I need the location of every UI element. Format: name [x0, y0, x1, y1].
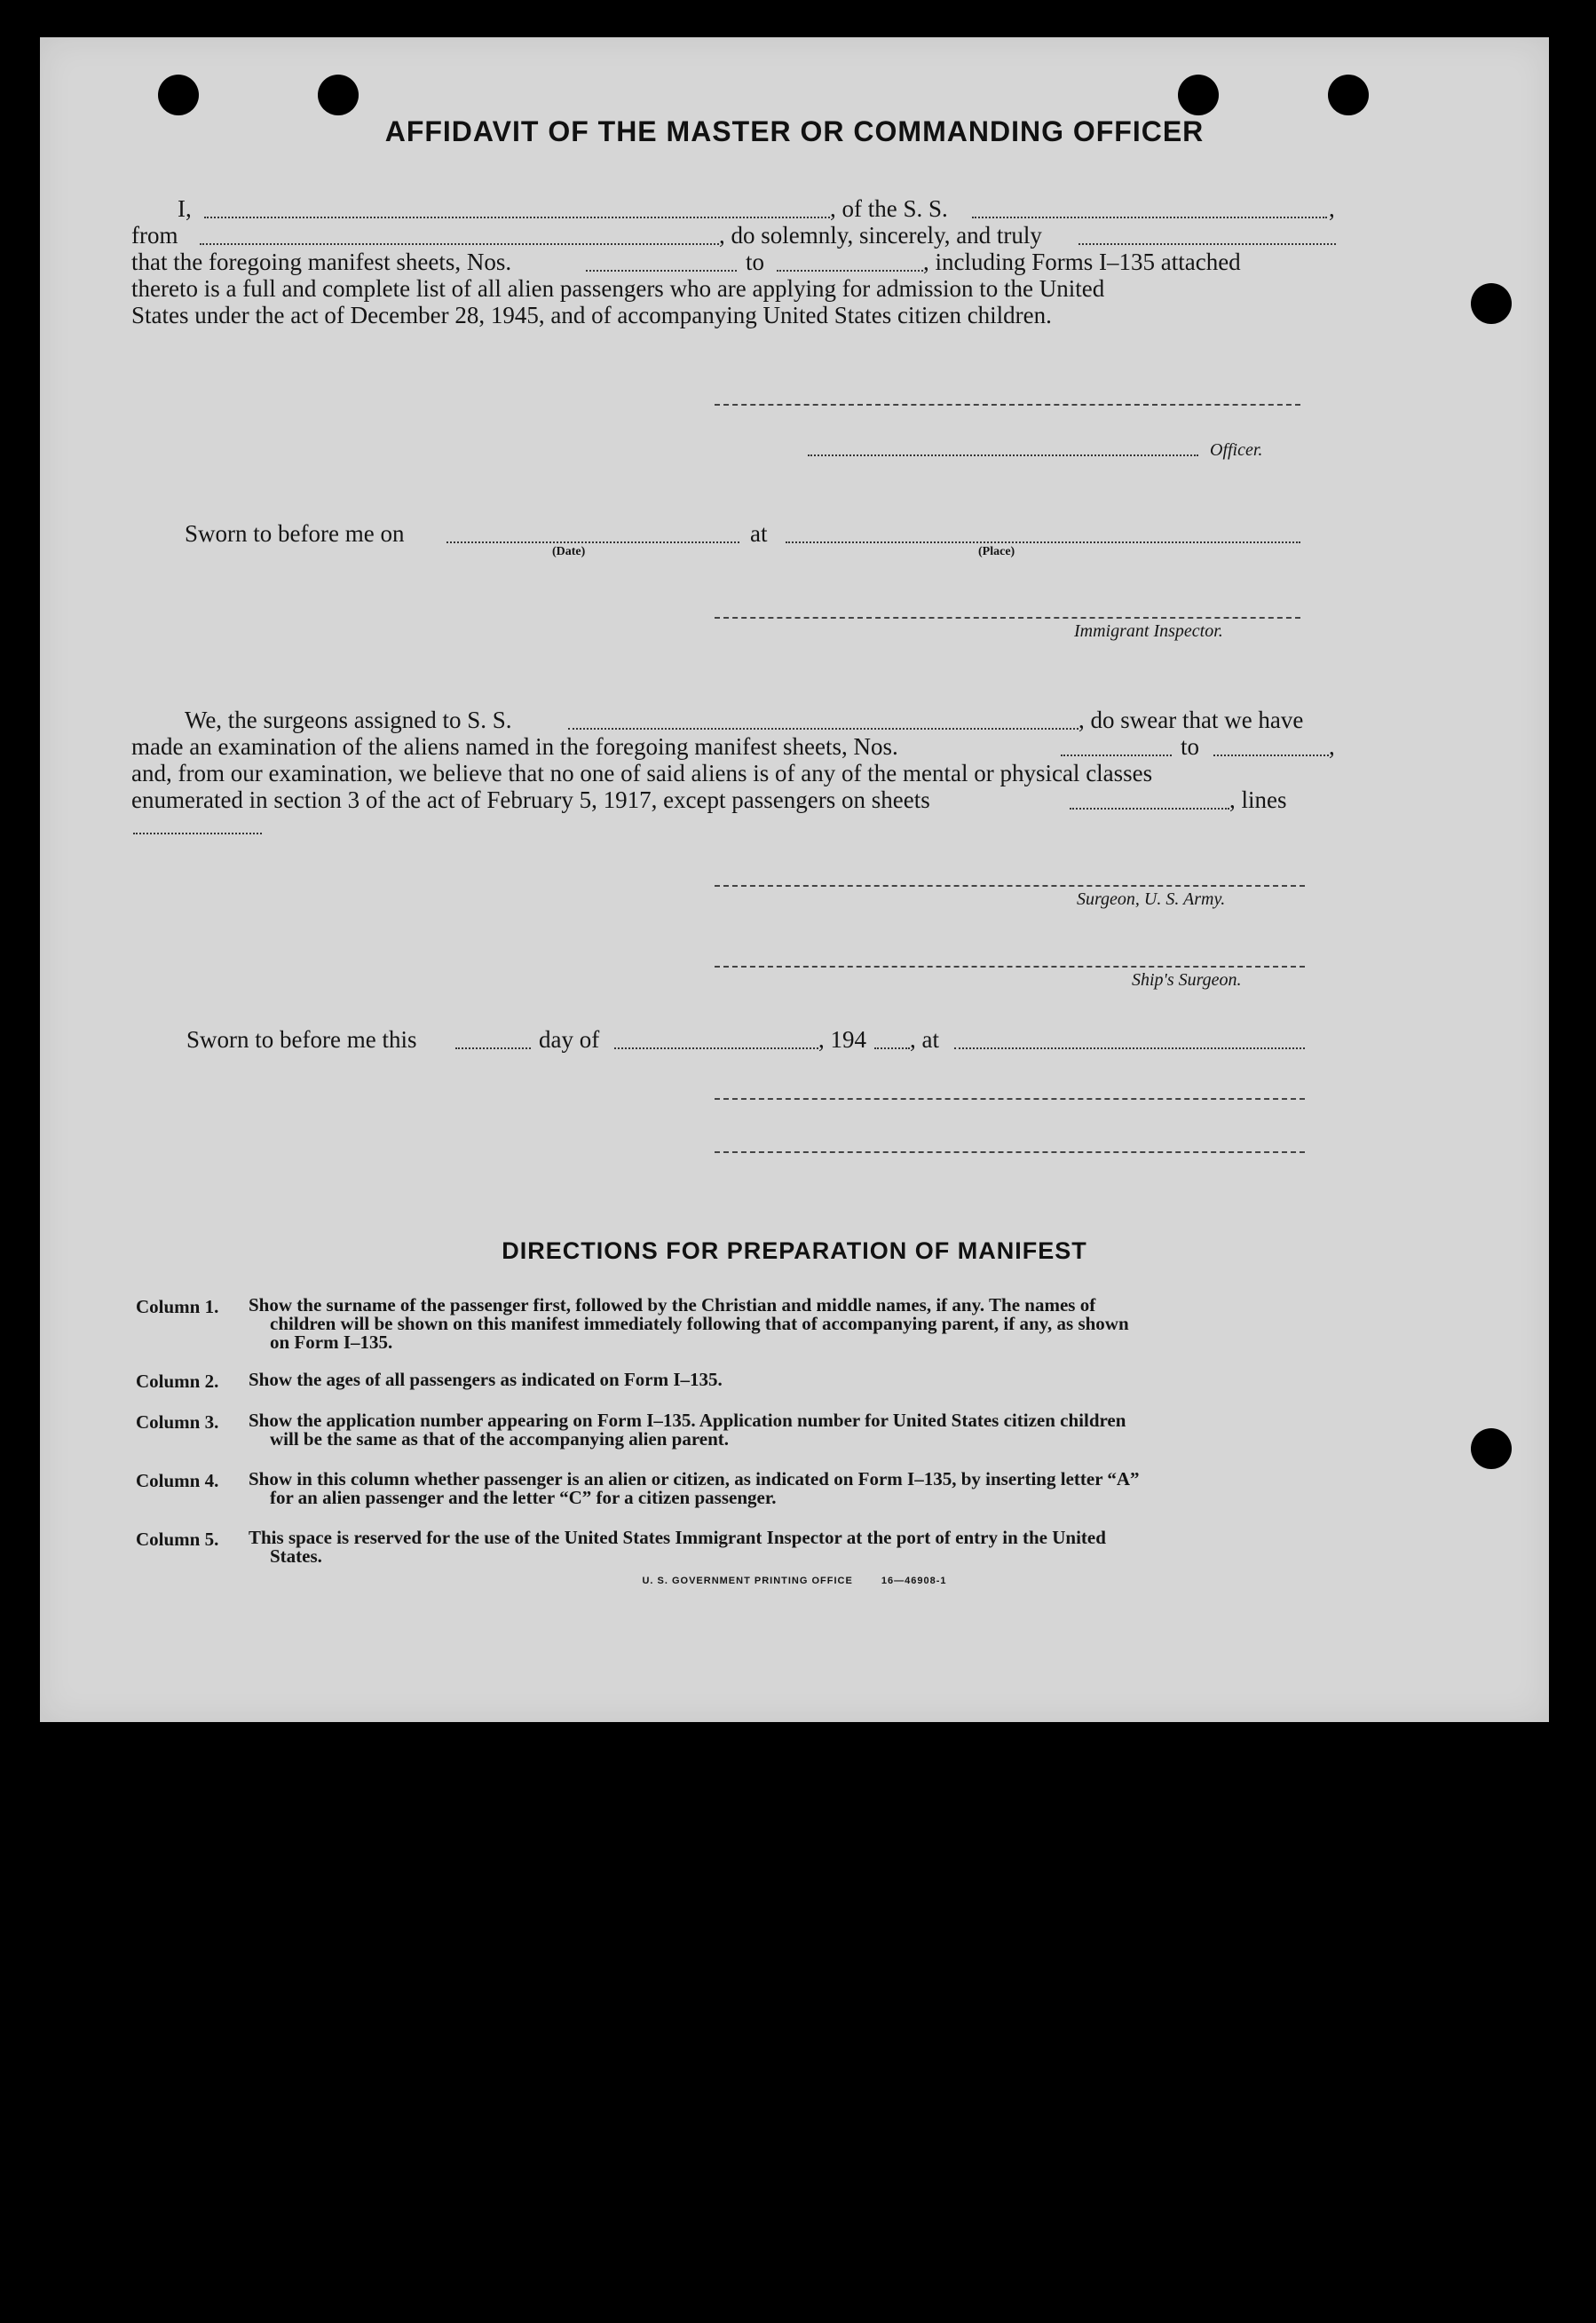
forms-text: , including Forms I–135 attached	[923, 249, 1241, 275]
year-label: , 194	[818, 1026, 866, 1053]
from-port-field[interactable]	[200, 243, 719, 245]
do-swear-text: , do swear that we have	[1078, 707, 1304, 733]
column-1-label: Column 1.	[136, 1296, 219, 1317]
surgeon-to-label: to	[1181, 733, 1200, 760]
sheet-to-field[interactable]	[777, 270, 923, 272]
punch-hole	[158, 75, 199, 115]
day-of-label: day of	[539, 1026, 600, 1053]
printer-name: U. S. GOVERNMENT PRINTING OFFICE	[642, 1576, 853, 1586]
date-caption: (Date)	[552, 545, 586, 558]
sworn-at-label: , at	[910, 1026, 939, 1053]
sworn-this-place-field[interactable]	[954, 1047, 1305, 1049]
form-sheet	[40, 37, 1549, 1722]
lines-field[interactable]	[133, 833, 262, 834]
lines-label: , lines	[1229, 786, 1287, 813]
punch-hole	[1328, 75, 1369, 115]
column-2-label: Column 2.	[136, 1371, 219, 1392]
officer-caption: Officer.	[1210, 440, 1263, 460]
officer-title-field[interactable]	[808, 454, 1198, 456]
comma: ,	[1329, 195, 1335, 222]
column-3-text: Show the application number appearing on Form I–135. Application number for United States citizen children will be the same as that of the accompanying alien parent.	[249, 1410, 1126, 1450]
column-3-label: Column 3.	[136, 1411, 219, 1433]
column-4-label: Column 4.	[136, 1470, 219, 1491]
surgeon-sheet-to-field[interactable]	[1213, 755, 1329, 756]
surgeon-comma: ,	[1329, 733, 1335, 760]
surgeons-line-4: enumerated in section 3 of the act of February 5, 1917, except passengers on sheets	[131, 786, 930, 813]
day-field[interactable]	[455, 1047, 531, 1049]
form-code: 16—46908-1	[881, 1576, 947, 1586]
name-field[interactable]	[204, 217, 830, 218]
from-label: from	[131, 222, 178, 249]
surgeons-line-3: and, from our examination, we believe that no one of said aliens is of any of the mental or physical classes	[131, 760, 1153, 786]
punch-hole	[1471, 1428, 1512, 1469]
ship-name-field[interactable]	[972, 217, 1327, 218]
year-field[interactable]	[874, 1047, 910, 1049]
affidavit-line-5: States under the act of December 28, 1945, and of accompanying United States citizen children.	[131, 302, 1052, 328]
surgeon-sheet-from-field[interactable]	[1061, 755, 1172, 756]
solemnly-text: , do solemnly, sincerely, and truly	[719, 222, 1042, 249]
inspector-signature-line[interactable]	[715, 617, 1300, 619]
sworn-place-field[interactable]	[786, 541, 1300, 543]
month-field[interactable]	[614, 1047, 818, 1049]
ship-surgeon-caption: Ship's Surgeon.	[1132, 970, 1242, 990]
at-label: at	[750, 520, 768, 547]
except-sheets-field[interactable]	[1070, 808, 1229, 810]
column-5-label: Column 5.	[136, 1529, 219, 1550]
sworn-on-label: Sworn to before me on	[185, 520, 405, 547]
sheet-from-field[interactable]	[586, 270, 737, 272]
column-1-text: Show the surname of the passenger first, followed by the Christian and middle names, if any. The names of children will be shown on this manifest immediately following that of accompanying parent, if any, as shown on Form I–135.	[249, 1294, 1129, 1353]
punch-hole	[318, 75, 359, 115]
printer-footer	[40, 1576, 1549, 1586]
column-2-text: Show the ages of all passengers as indicated on Form I–135.	[249, 1369, 723, 1390]
to-label: to	[746, 249, 765, 275]
sworn-this-label: Sworn to before me this	[186, 1026, 417, 1053]
inspector-caption: Immigrant Inspector.	[1074, 621, 1223, 641]
column-4-text: Show in this column whether passenger is an alien or citizen, as indicated on Form I–135, by inserting letter “A” for an alien passenger and the letter “C” for a citizen passenger.	[249, 1468, 1140, 1508]
punch-hole	[1471, 283, 1512, 324]
column-5-text: This space is reserved for the use of the United States Immigrant Inspector at the port of entry in the United States.	[249, 1527, 1106, 1567]
surgeons-line-2: made an examination of the aliens named in the foregoing manifest sheets, Nos.	[131, 733, 898, 760]
ship-surgeon-signature-line[interactable]	[715, 966, 1305, 968]
affidavit-line-4: thereto is a full and complete list of all alien passengers who are applying for admission to the United	[131, 275, 1105, 302]
master-signature-line[interactable]	[715, 404, 1300, 406]
oath-field[interactable]	[1078, 243, 1336, 245]
surgeon-ship-field[interactable]	[568, 728, 1078, 730]
army-surgeon-signature-line[interactable]	[715, 885, 1305, 887]
manifest-sheets-text: that the foregoing manifest sheets, Nos.	[131, 249, 512, 275]
signature-line[interactable]	[715, 1151, 1305, 1153]
of-ss-label: , of the S. S.	[830, 195, 948, 222]
army-surgeon-caption: Surgeon, U. S. Army.	[1077, 889, 1226, 909]
sworn-date-field[interactable]	[446, 541, 739, 543]
punch-hole	[1178, 75, 1219, 115]
signature-line[interactable]	[715, 1098, 1305, 1100]
i-label: I,	[178, 195, 192, 222]
surgeons-line-1: We, the surgeons assigned to S. S.	[185, 707, 512, 733]
place-caption: (Place)	[978, 545, 1015, 558]
directions-title: DIRECTIONS FOR PREPARATION OF MANIFEST	[502, 1237, 1087, 1264]
affidavit-title: AFFIDAVIT OF THE MASTER OR COMMANDING OFFICER	[384, 115, 1205, 147]
